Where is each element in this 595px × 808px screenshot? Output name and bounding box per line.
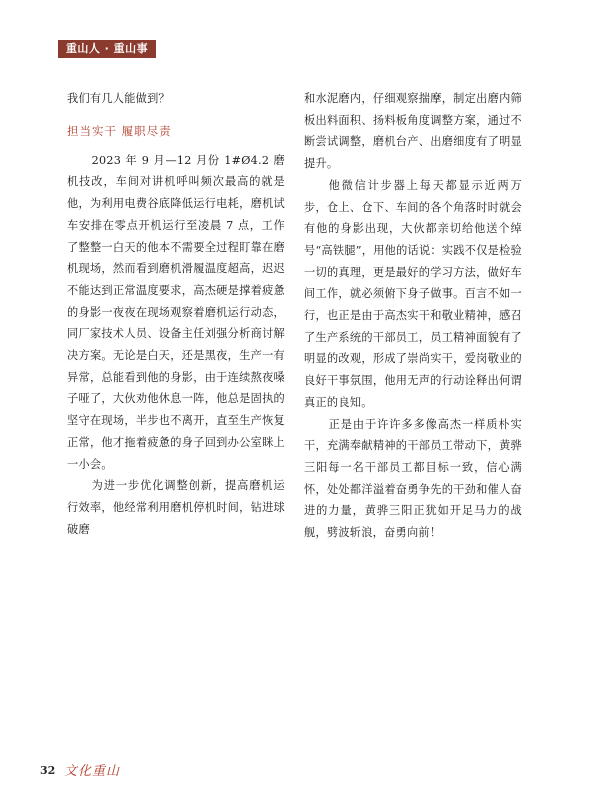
body-paragraph-4: 正是由于许许多多像高杰一样质朴实干，充满奉献精神的干部员工带动下，黄骅三阳每一名干部员工都目标一致，信心满怀，处处都洋溢着奋勇争先的干劲和催人奋进的力量，黄骅三阳正犹如开足马力的战舰，劈波斩浪，奋勇向前！ (304, 417, 522, 540)
right-column (304, 88, 522, 544)
section-heading: 担当实干 履职尽责 (67, 123, 172, 138)
page-number: 32 (40, 764, 56, 777)
left-column (67, 88, 285, 540)
intro-paragraph: 我们有几人能做到？ (67, 92, 170, 105)
magazine-logo: 文化重山 (64, 764, 121, 779)
section-tag: 重山人 · 重山事 (58, 40, 156, 58)
continued-paragraph: 和水泥磨内，仔细观察揣摩，制定出磨内筛板出料面积、扬料板角度调整方案，通过不断尝试调整，磨机台产、出磨细度有了明显提升。 (304, 92, 522, 171)
body-paragraph-2: 为进一步优化调整创新，提高磨机运行效率，他经常利用磨机停机时间，钻进球破磨 (67, 479, 285, 536)
body-paragraph-3: 他微信计步器上每天都显示近两万步，仓上、仓下、车间的各个角落时时就会有他的身影出现，大伙都亲切给他送个绰号“高铁腿”，用他的话说：实践不仅是检验一切的真理，更是最好的学习方法，做好车间工作，就必须俯下身子做事。百言不如一行，也正是由于高杰实干和敬业精神，感召了生产系统的干部员工，员工精神面貌有了明显的改观，形成了崇尚实干，爱岗敬业的良好干事氛围，他用无声的行动诠释出何谓真正的良知。 (304, 178, 522, 409)
body-paragraph-1: 2023 年 9 月—12 月份 1#Ø4.2 磨机技改，车间对讲机呼叫频次最高的就是他，为利用电费谷底降低运行电耗，磨机试车安排在零点开机运行至凌晨 7 点，工作了整整一白天的他本不需要全过程盯靠在磨机现场，然而看到磨机滑履温度超高，迟迟不能达到正常温度要求，高杰硬是撑着疲惫的身影一夜夜在现场观察着磨机运行动态，同厂家技术人员、设备主任刘强分析商讨解决方案。无论是白天，还是黑夜，生产一有异常，总能看到他的身影，由于连续熬夜嗓子哑了，大伙劝他休息一阵，他总是固执的坚守在现场，半步也不离开，直至生产恢复正常，他才拖着疲惫的身子回到办公室眯上一小会。 (67, 153, 285, 471)
